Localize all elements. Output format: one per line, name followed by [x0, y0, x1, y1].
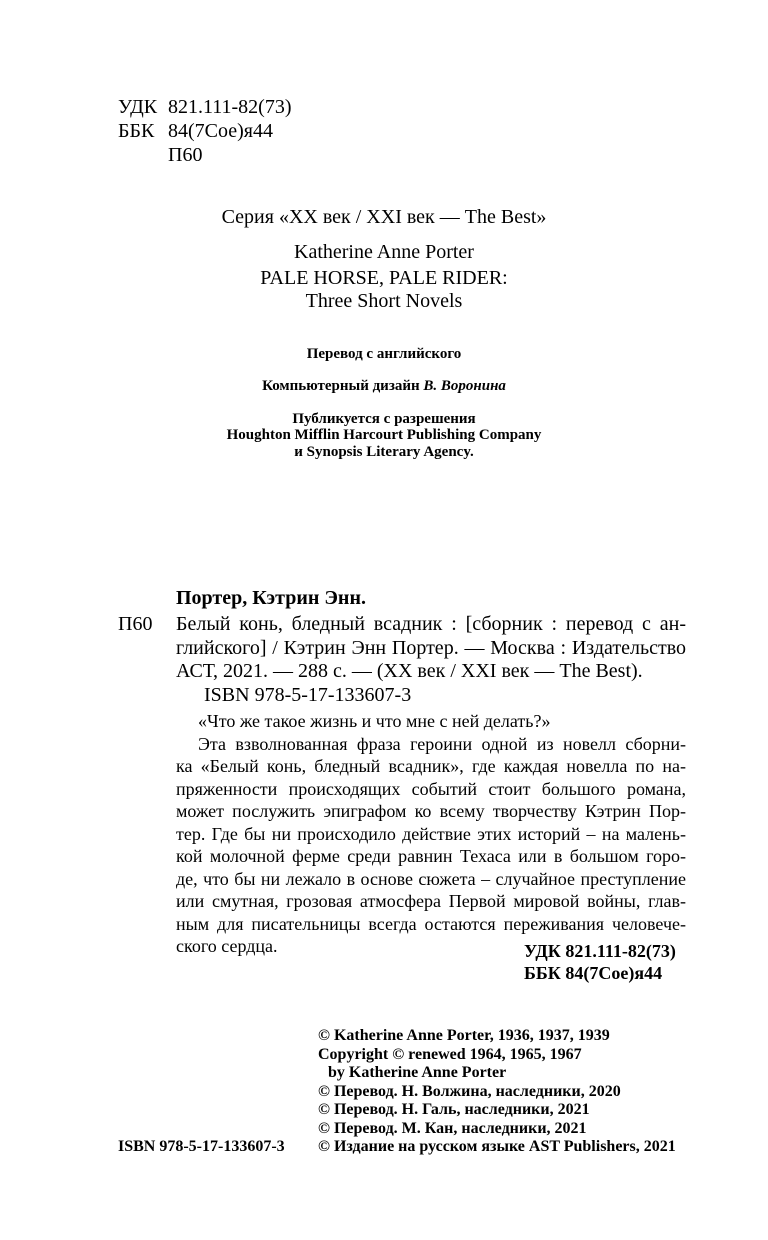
annotation-line: кой молочной ферме среди равнин Техаса или в большом горо- — [176, 846, 686, 866]
annotation-line: ского сердца. — [176, 936, 278, 956]
permission-line-2: Houghton Mifflin Harcourt Publishing Company — [226, 427, 542, 443]
copyright-line: © Издание на русском языке AST Publishers, 2021 — [318, 1138, 676, 1155]
catalog-udk: УДК 821.111-82(73) — [524, 941, 676, 961]
copyright-line: by Katherine Anne Porter — [328, 1064, 507, 1081]
permission-line-1: Публикуется с разрешения — [292, 411, 476, 427]
udk-row — [118, 95, 292, 119]
annotation-line: пряженности происходящих событий стоит большого романа, — [176, 778, 686, 799]
designer-name: В. Воронина — [423, 378, 506, 394]
copyright-line: © Перевод. М. Кан, наследники, 2021 — [318, 1119, 587, 1137]
annotation-line: ка «Белый конь, бледный всадник», где каждая новелла по на- — [176, 756, 686, 776]
catalog-desc-line: Белый конь, бледный всадник : [сборник : перевод с ан- — [176, 613, 686, 635]
annotation-line: Эта взволнованная фраза героини одной из новелл сборни- — [198, 733, 686, 754]
design-label: Компьютерный дизайн — [262, 378, 424, 394]
bottom-isbn: ISBN 978-5-17-133607-3 — [118, 1138, 285, 1155]
copyright-line: Copyright © renewed 1964, 1965, 1967 — [318, 1045, 582, 1063]
catalog-isbn: ISBN 978-5-17-133607-3 — [204, 684, 412, 706]
bbk-label: ББК — [118, 120, 155, 142]
original-title: PALE HORSE, PALE RIDER: — [260, 267, 508, 289]
copyright-line: © Katherine Anne Porter, 1936, 1937, 1939 — [318, 1027, 610, 1044]
udk-value: 821.111-82(73) — [168, 96, 292, 118]
original-author: Katherine Anne Porter — [294, 241, 474, 263]
bbk-row — [118, 119, 292, 143]
copyright-line: © Перевод. Н. Галь, наследники, 2021 — [318, 1101, 590, 1118]
annotation-line: может послужить эпиграфом ко всему творчеству Кэтрин Пор- — [176, 801, 686, 821]
catalog-desc-line: АСТ, 2021. — 288 с. — (XX век / XXI век — The Best). — [176, 660, 643, 682]
catalog-mark: П60 — [118, 613, 153, 635]
classification-codes — [118, 95, 292, 167]
original-subtitle: Three Short Novels — [305, 290, 463, 312]
series-line: Серия «XX век / XXI век — The Best» — [221, 206, 547, 228]
design-credit — [0, 377, 768, 395]
permission-line-3: и Synopsis Literary Agency. — [294, 444, 474, 460]
catalog-desc-line: глийского] / Кэтрин Энн Портер. — Москва : Издательство — [176, 637, 686, 659]
bbk-value: 84(7Сое)я44 — [168, 120, 273, 142]
translation-note: Перевод с английского — [306, 346, 462, 362]
copyright-block — [318, 1027, 676, 1157]
catalog-heading: Портер, Кэтрин Энн. — [176, 587, 366, 609]
annotation-line: тер. Где бы ни происходило действие этих историй – на малень- — [176, 823, 686, 844]
copyright-line: © Перевод. Н. Волжина, наследники, 2020 — [318, 1082, 621, 1100]
catalog-bbk: ББК 84(7Сое)я44 — [524, 963, 663, 983]
annotation — [176, 710, 686, 958]
author-mark-row — [118, 143, 292, 167]
annotation-line: или смутная, грозовая атмосфера Первой мировой войны, глав- — [176, 891, 686, 911]
annotation-epigraph: «Что же такое жизнь и что мне с ней делать?» — [198, 711, 551, 731]
udk-label: УДК — [118, 96, 158, 118]
annotation-line: де, что бы ни лежало в основе сюжета – случайное преступление — [176, 868, 686, 889]
annotation-line: ным для писательницы всегда остаются переживания человече- — [176, 913, 686, 934]
author-mark: П60 — [168, 144, 203, 166]
